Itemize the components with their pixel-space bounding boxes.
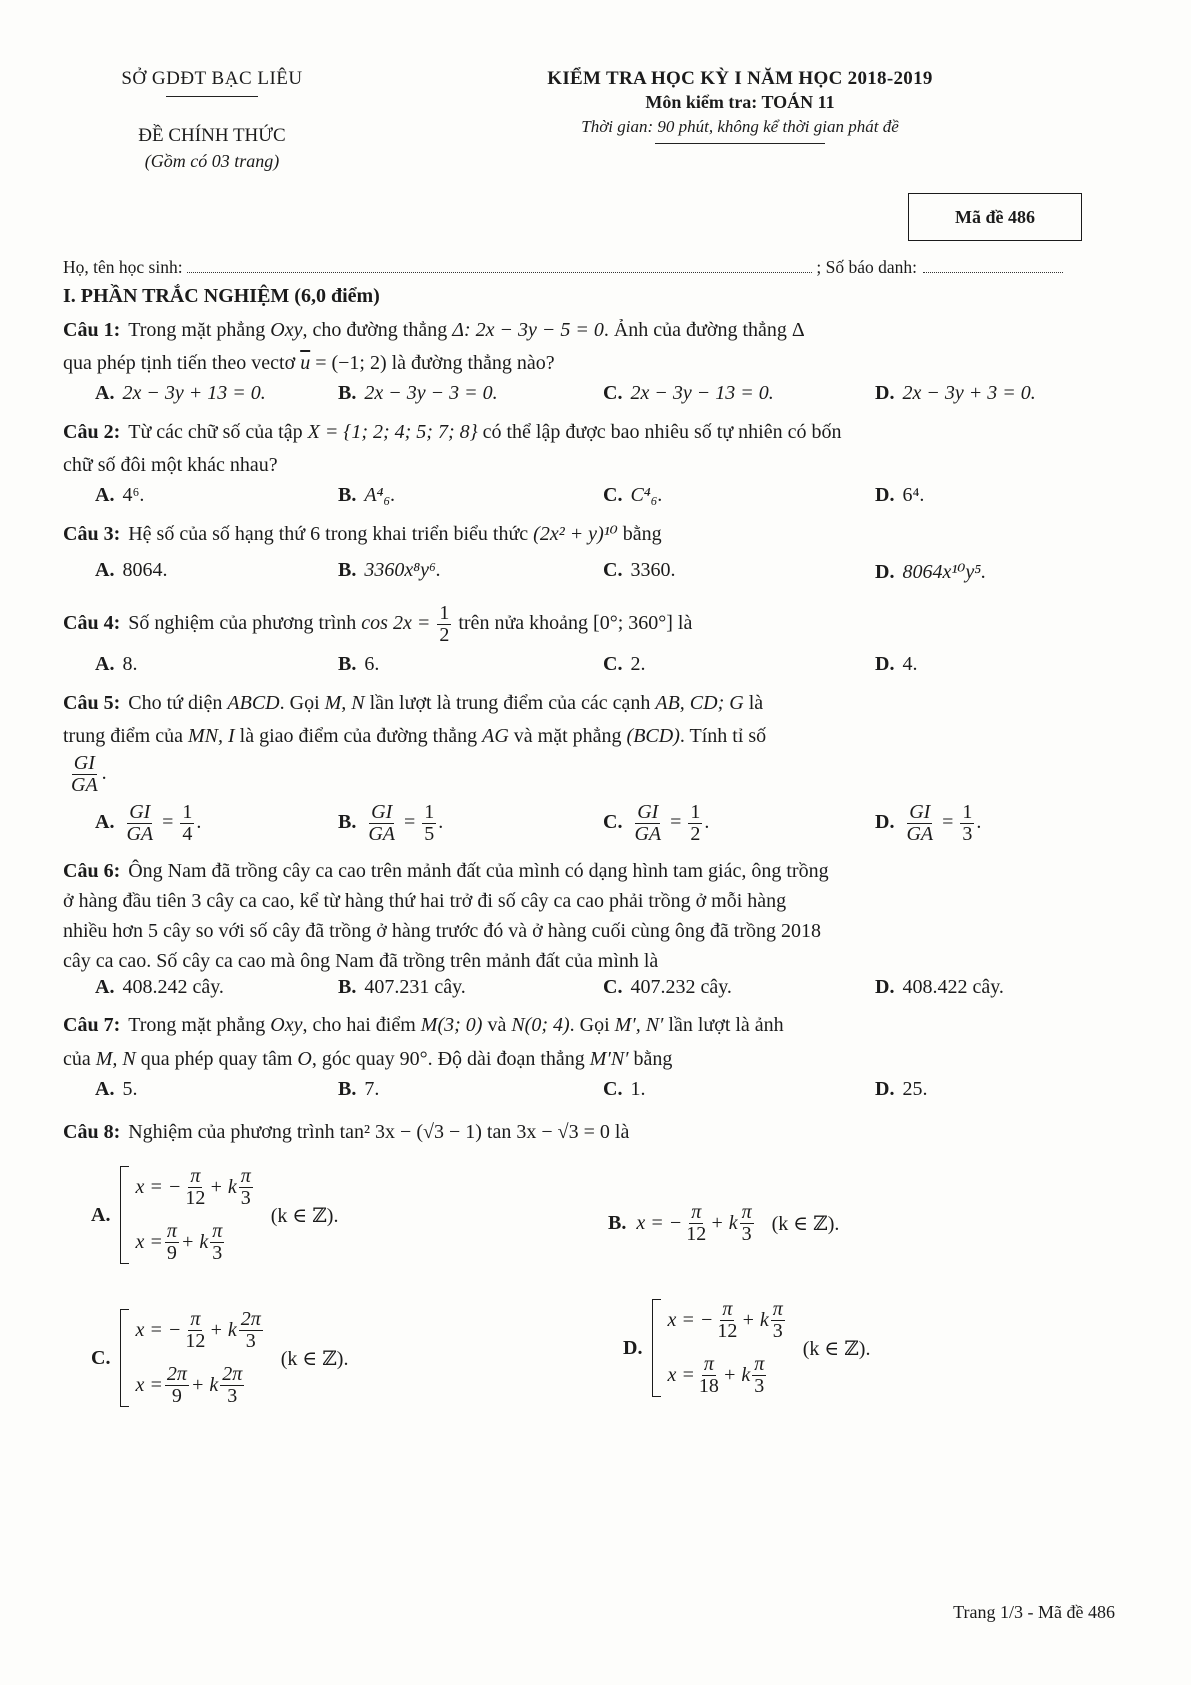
options-q2 xyxy=(63,482,1103,518)
question-text: là xyxy=(609,1121,630,1143)
options-q5 xyxy=(63,796,1103,856)
question-text: Số nghiệm của phương trình xyxy=(128,612,362,634)
question-label: Câu 3: xyxy=(63,523,121,545)
options-q1 xyxy=(63,380,1103,416)
option-text: 7. xyxy=(364,1078,380,1100)
question-7 xyxy=(63,1008,1103,1076)
fraction xyxy=(904,802,935,845)
fraction-numerator: π xyxy=(703,1353,714,1375)
options-q7 xyxy=(63,1076,1103,1112)
name-dots xyxy=(187,271,813,273)
condition: (k ∈ ℤ). xyxy=(771,1213,840,1235)
bracket xyxy=(120,1166,129,1264)
option-text: 8064. xyxy=(122,559,168,581)
option-text: 2. xyxy=(630,653,646,675)
option-b[interactable]: B. $\frac{GI}{GA}$ = $\frac{1}{5}$ . xyxy=(338,801,444,845)
question-text: chữ số đôi một khác nhau? xyxy=(63,454,278,476)
option-d[interactable] xyxy=(875,484,924,507)
exam-content xyxy=(63,285,1103,1450)
fraction-denominator: 12 xyxy=(185,1187,206,1209)
question-text: là giao điểm của đường thẳng xyxy=(234,725,483,747)
fraction-denominator: 3 xyxy=(227,1385,238,1407)
question-text: qua phép quay tâm xyxy=(135,1048,298,1070)
fraction-numerator: π xyxy=(772,1298,783,1320)
fraction xyxy=(366,802,397,845)
question-text: là xyxy=(743,692,764,714)
question-text: , cho hai điểm xyxy=(302,1014,421,1036)
question-text: , góc quay xyxy=(311,1048,400,1070)
option-letter: A. xyxy=(95,1078,115,1100)
question-text: , cho đường thẳng xyxy=(302,319,453,341)
question-text: và mặt phẳng xyxy=(508,725,627,747)
department-underline xyxy=(166,96,258,97)
option-text: 25. xyxy=(902,1078,928,1100)
question-label: Câu 6: xyxy=(63,860,121,882)
question-text: Hệ số của số hạng thứ 6 trong khai triển biểu thức xyxy=(128,523,534,545)
question-text: là xyxy=(672,612,693,634)
fraction-denominator: GA xyxy=(71,774,98,796)
question-text: lần lượt là ảnh xyxy=(663,1014,784,1036)
official-label: ĐỀ CHÍNH THỨC xyxy=(138,125,286,146)
system-lines xyxy=(135,1166,254,1264)
question-3 xyxy=(63,518,1103,551)
eq-k: + k xyxy=(209,1176,237,1198)
option-d[interactable] xyxy=(623,1299,870,1397)
time-note: Thời gian: 90 phút, không kể thời gian phát đề xyxy=(581,117,899,136)
question-text: lần lượt là trung điểm của các cạnh xyxy=(364,692,656,714)
question-2 xyxy=(63,416,1103,482)
fraction: $\frac{1}{5}$ xyxy=(424,801,435,845)
option-text: 8064x¹⁰y⁵. xyxy=(902,561,987,583)
question-text: Trong mặt phẳng xyxy=(128,319,271,341)
id-dots xyxy=(923,271,1063,273)
option-letter: C. xyxy=(603,382,623,404)
option-letter: A. xyxy=(95,976,115,998)
fraction xyxy=(632,802,663,845)
question-text: qua phép tịnh tiến theo vectơ xyxy=(63,352,301,374)
question-text: có thể lập được bao nhiêu số tự nhiên có bốn xyxy=(477,421,842,443)
option-a[interactable] xyxy=(95,559,167,582)
option-letter: B. xyxy=(608,1212,627,1234)
question-text: là đường thẳng nào? xyxy=(386,352,555,374)
option-text: 407.231 cây. xyxy=(364,976,466,998)
option-letter: A. xyxy=(95,811,115,834)
option-letter: D. xyxy=(875,653,895,675)
option-letter: B. xyxy=(338,559,357,581)
q8-row-cd xyxy=(63,1298,1103,1450)
math-angle: 90° xyxy=(399,1048,428,1070)
math-set: X = {1; 2; 4; 5; 7; 8} xyxy=(307,421,478,443)
math-vector-value: = (−1; 2) xyxy=(310,352,387,374)
eq-k: + k xyxy=(190,1374,219,1396)
department: SỞ GDĐT BẠC LIÊU xyxy=(121,68,303,89)
fraction-half: $\frac{1}{2}$ xyxy=(439,601,450,646)
option-text: 2x − 3y + 3 = 0. xyxy=(902,382,1036,404)
option-text: 6. xyxy=(364,653,380,675)
question-text: Trong mặt phẳng xyxy=(128,1014,271,1036)
math-center: O xyxy=(297,1048,312,1070)
math-expression: (2x² + y)¹⁰ xyxy=(533,523,618,545)
option-c[interactable] xyxy=(603,559,675,582)
eq-lhs: x = xyxy=(135,1231,163,1253)
student-info-line xyxy=(63,257,1063,278)
question-label: Câu 5: xyxy=(63,692,121,714)
fraction-numerator: π xyxy=(722,1298,733,1320)
question-text: Cho tứ diện xyxy=(128,692,228,714)
fraction-denominator: 9 xyxy=(166,1242,177,1264)
math-abcd: ABCD xyxy=(227,692,280,714)
option-text: 5. xyxy=(122,1078,138,1100)
option-text: 408.422 cây. xyxy=(902,976,1004,998)
eq-lhs: x = xyxy=(135,1374,163,1396)
option-letter: C. xyxy=(603,653,623,675)
fraction: $\frac{1}{3}$ xyxy=(962,801,973,845)
question-text: của xyxy=(63,1048,96,1070)
fraction-denominator: GA xyxy=(634,823,662,845)
math-cos: cos 2x = xyxy=(361,612,436,634)
fraction-numerator: 2π xyxy=(222,1363,243,1385)
fraction-numerator: π xyxy=(691,1201,702,1223)
fraction-denominator: GA xyxy=(906,823,934,845)
question-text: nhiều hơn 5 cây so với số cây đã trồng ở hàng trước đó và ở hàng cuối cùng ông đã trồng 2018 xyxy=(63,920,822,942)
fraction-numerator: GI xyxy=(371,801,393,823)
fraction-numerator: π xyxy=(166,1220,177,1242)
subject: Môn kiểm tra: TOÁN 11 xyxy=(645,92,835,112)
option-c[interactable] xyxy=(603,484,663,507)
option-letter: B. xyxy=(338,653,357,675)
option-letter: D. xyxy=(875,811,895,834)
math-mn: M, N xyxy=(324,692,365,714)
option-c[interactable] xyxy=(603,976,732,999)
option-letter: A. xyxy=(95,484,115,506)
fraction-numerator: 2π xyxy=(166,1363,187,1385)
question-5 xyxy=(63,687,1103,796)
bracket xyxy=(652,1299,661,1397)
option-text: 8. xyxy=(122,653,138,675)
option-letter: B. xyxy=(338,811,357,834)
option-a[interactable] xyxy=(95,484,144,507)
math-oxy: Oxy xyxy=(270,319,303,341)
question-text: . Tính tỉ số xyxy=(679,725,767,747)
option-letter: D. xyxy=(875,561,895,583)
student-id-label: ; Số báo danh: xyxy=(816,257,917,277)
question-text: và xyxy=(482,1014,512,1036)
math-edges: AB, CD xyxy=(655,692,718,714)
fraction-numerator: GI xyxy=(637,801,659,823)
option-b[interactable] xyxy=(338,1078,379,1101)
math-ag: AG xyxy=(482,725,509,747)
option-letter: D. xyxy=(875,976,895,998)
option-letter: D. xyxy=(623,1336,643,1359)
option-c[interactable] xyxy=(603,382,774,405)
option-text: 3360x⁸y⁶. xyxy=(364,559,442,581)
option-letter: C. xyxy=(603,976,623,998)
fraction: $\frac{1}{2}$ xyxy=(690,801,701,845)
option-text: 408.242 cây. xyxy=(122,976,224,998)
option-a[interactable] xyxy=(95,382,266,405)
question-label: Câu 2: xyxy=(63,421,121,443)
option-letter: A. xyxy=(95,653,115,675)
question-text: cây ca cao. Số cây ca cao mà ông Nam đã trồng trên mảnh đất của mình là xyxy=(63,950,659,972)
option-a[interactable] xyxy=(95,976,224,999)
page-footer: Trang 1/3 - Mã đề 486 xyxy=(953,1602,1115,1622)
option-text: C⁴₆. xyxy=(630,484,663,506)
header-right xyxy=(480,68,1000,144)
option-d[interactable] xyxy=(875,382,1036,405)
math-images: M′, N′ xyxy=(614,1014,664,1036)
fraction-denominator: 3 xyxy=(772,1320,783,1342)
question-text: bằng xyxy=(628,1048,673,1070)
option-b[interactable] xyxy=(338,559,441,582)
question-6 xyxy=(63,856,1103,976)
eq-lhs: x = − xyxy=(667,1309,714,1331)
option-letter: B. xyxy=(338,1078,357,1100)
condition: (k ∈ ℤ). xyxy=(802,1337,871,1360)
option-letter: C. xyxy=(603,1078,623,1100)
question-8 xyxy=(63,1112,1103,1152)
fraction-denominator: 9 xyxy=(171,1385,182,1407)
option-text: 4. xyxy=(902,653,918,675)
option-letter: B. xyxy=(338,976,357,998)
fraction-denominator: 2 xyxy=(690,823,701,845)
option-text: 4⁶. xyxy=(122,484,145,506)
option-text: 2x − 3y − 13 = 0. xyxy=(630,382,774,404)
option-a[interactable] xyxy=(95,653,137,676)
fraction-denominator: 5 xyxy=(424,823,435,845)
option-a[interactable] xyxy=(95,1078,137,1101)
math-point-m: M(3; 0) xyxy=(420,1014,483,1036)
fraction-numerator: GI xyxy=(909,801,931,823)
question-text: . Độ dài đoạn thẳng xyxy=(427,1048,590,1070)
question-label: Câu 4: xyxy=(63,612,121,634)
fraction: $\frac{1}{4}$ xyxy=(182,801,193,845)
question-text: trên nửa khoảng xyxy=(453,612,594,634)
question-text: Nghiệm của phương trình xyxy=(128,1121,340,1143)
option-letter: A. xyxy=(95,559,115,581)
fraction-denominator: 3 xyxy=(741,1223,752,1245)
option-letter: B. xyxy=(338,484,357,506)
eq-lhs: x = xyxy=(667,1364,695,1386)
bracket xyxy=(120,1309,129,1407)
question-text: ở hàng đầu tiên 3 cây ca cao, kể từ hàng thứ hai trở đi số cây ca cao phải trồng ở mỗi hàng xyxy=(63,890,787,912)
fraction-denominator: 3 xyxy=(212,1242,223,1264)
option-letter: C. xyxy=(603,484,623,506)
math-i: , I xyxy=(217,725,235,747)
question-label: Câu 8: xyxy=(63,1121,121,1143)
option-d[interactable] xyxy=(875,559,986,584)
option-a[interactable]: A. $\frac{GI}{GA}$ = $\frac{1}{4}$ . xyxy=(95,801,202,845)
eq-k: + k xyxy=(722,1364,751,1386)
math-plane: (BCD) xyxy=(626,725,680,747)
options-q4 xyxy=(63,651,1103,687)
fraction-denominator: 3 xyxy=(240,1187,251,1209)
option-letter: C. xyxy=(603,811,623,834)
header-left xyxy=(92,68,332,172)
question-label: Câu 1: xyxy=(63,319,121,341)
math-mn: M, N xyxy=(95,1048,136,1070)
math-vector: $\overline{u}$ xyxy=(300,352,311,374)
math-equation: tan² 3x − (√3 − 1) tan 3x − √3 = 0 xyxy=(339,1121,610,1143)
student-name-label: Họ, tên học sinh: xyxy=(63,257,183,277)
fraction-numerator: GI xyxy=(129,801,151,823)
question-4 xyxy=(63,595,1103,651)
fraction-denominator: 18 xyxy=(698,1375,719,1397)
period: . xyxy=(101,762,107,785)
eq-lhs: x = − xyxy=(135,1319,182,1341)
eq-k: + k xyxy=(209,1319,237,1341)
question-text: . Ảnh của đường thẳng Δ xyxy=(603,319,805,341)
fraction xyxy=(124,802,155,845)
condition: (k ∈ ℤ). xyxy=(280,1347,349,1370)
system-lines xyxy=(135,1309,264,1407)
option-d[interactable] xyxy=(875,1078,927,1101)
exam-title: KIỂM TRA HỌC KỲ I NĂM HỌC 2018-2019 xyxy=(547,68,933,89)
option-text: A⁴₆. xyxy=(364,484,396,506)
fraction-denominator: 12 xyxy=(717,1320,738,1342)
fraction-numerator: 2π xyxy=(240,1308,261,1330)
time-underline xyxy=(655,143,825,144)
fraction-denominator: GA xyxy=(368,823,396,845)
question-text: . Gọi xyxy=(569,1014,615,1036)
fraction-gi-ga xyxy=(69,753,100,796)
option-c[interactable] xyxy=(91,1309,348,1407)
options-q3 xyxy=(63,551,1103,595)
math-segment: M′N′ xyxy=(589,1048,629,1070)
option-a[interactable] xyxy=(91,1166,338,1264)
option-d[interactable] xyxy=(875,976,1004,999)
fraction-numerator: π xyxy=(212,1220,223,1242)
option-letter: C. xyxy=(603,559,623,581)
option-d[interactable] xyxy=(875,653,917,676)
fraction-denominator: GA xyxy=(126,823,154,845)
option-text: 3360. xyxy=(630,559,676,581)
math-interval: [0°; 360°] xyxy=(593,612,673,634)
option-b[interactable] xyxy=(338,976,466,999)
option-text: 2x − 3y − 3 = 0. xyxy=(364,382,498,404)
option-b[interactable] xyxy=(338,382,498,405)
option-text: 1. xyxy=(630,1078,646,1100)
question-text: trung điểm của xyxy=(63,725,188,747)
option-letter: A. xyxy=(95,382,115,404)
fraction-numerator: π xyxy=(190,1308,201,1330)
option-b[interactable] xyxy=(338,653,379,676)
option-text: 407.232 cây. xyxy=(630,976,732,998)
question-text: Ông Nam đã trồng cây ca cao trên mảnh đất của mình có dạng hình tam giác, ông trồng xyxy=(128,860,829,882)
eq-k: + k xyxy=(741,1309,769,1331)
option-c[interactable]: C. $\frac{GI}{GA}$ = $\frac{1}{2}$ . xyxy=(603,801,710,845)
condition: (k ∈ ℤ). xyxy=(270,1204,339,1227)
option-b[interactable] xyxy=(338,484,395,507)
option-c[interactable] xyxy=(603,653,645,676)
eq-lhs: x = − xyxy=(636,1212,683,1234)
fraction-numerator: π xyxy=(190,1165,201,1187)
option-d[interactable]: D. $\frac{GI}{GA}$ = $\frac{1}{3}$ . xyxy=(875,801,982,845)
math-g: ; G xyxy=(717,692,744,714)
question-text: bằng xyxy=(617,523,662,545)
fraction-numerator: π xyxy=(240,1165,251,1187)
option-b[interactable] xyxy=(608,1202,839,1245)
exam-code-box: Mã đề 486 xyxy=(908,193,1082,241)
fraction-denominator: 3 xyxy=(245,1330,256,1352)
question-label: Câu 7: xyxy=(63,1014,121,1036)
eq-lhs: x = − xyxy=(135,1176,182,1198)
fraction-denominator: 4 xyxy=(182,823,193,845)
math-oxy: Oxy xyxy=(270,1014,303,1036)
eq-k: + k xyxy=(710,1212,738,1234)
section-title: I. PHẦN TRẮC NGHIỆM (6,0 điểm) xyxy=(63,285,380,307)
option-text: 6⁴. xyxy=(902,484,925,506)
option-letter: D. xyxy=(875,382,895,404)
option-letter: A. xyxy=(91,1203,111,1226)
fraction-denominator: 12 xyxy=(686,1223,707,1245)
options-q6 xyxy=(63,976,1103,1008)
pages-note: (Gồm có 03 trang) xyxy=(144,151,280,171)
option-letter: B. xyxy=(338,382,357,404)
math-segment: MN xyxy=(187,725,218,747)
option-letter: C. xyxy=(91,1346,111,1369)
option-letter: D. xyxy=(875,484,895,506)
fraction-denominator: 12 xyxy=(185,1330,206,1352)
math-point-n: N(0; 4) xyxy=(511,1014,570,1036)
fraction-numerator: GI xyxy=(73,752,95,774)
question-text: Từ các chữ số của tập xyxy=(128,421,308,443)
fraction-denominator: 3 xyxy=(962,823,973,845)
option-text: 2x − 3y + 13 = 0. xyxy=(122,382,266,404)
eq-k: + k xyxy=(180,1231,209,1253)
option-c[interactable] xyxy=(603,1078,645,1101)
q8-row-ab xyxy=(63,1160,1103,1305)
math-line: Δ: 2x − 3y − 5 = 0 xyxy=(452,319,604,341)
fraction-numerator: π xyxy=(754,1353,765,1375)
question-text: . Gọi xyxy=(279,692,325,714)
question-1 xyxy=(63,314,1103,380)
system-lines xyxy=(667,1299,786,1397)
fraction-denominator: 3 xyxy=(754,1375,765,1397)
option-letter: D. xyxy=(875,1078,895,1100)
fraction-numerator: π xyxy=(741,1201,752,1223)
